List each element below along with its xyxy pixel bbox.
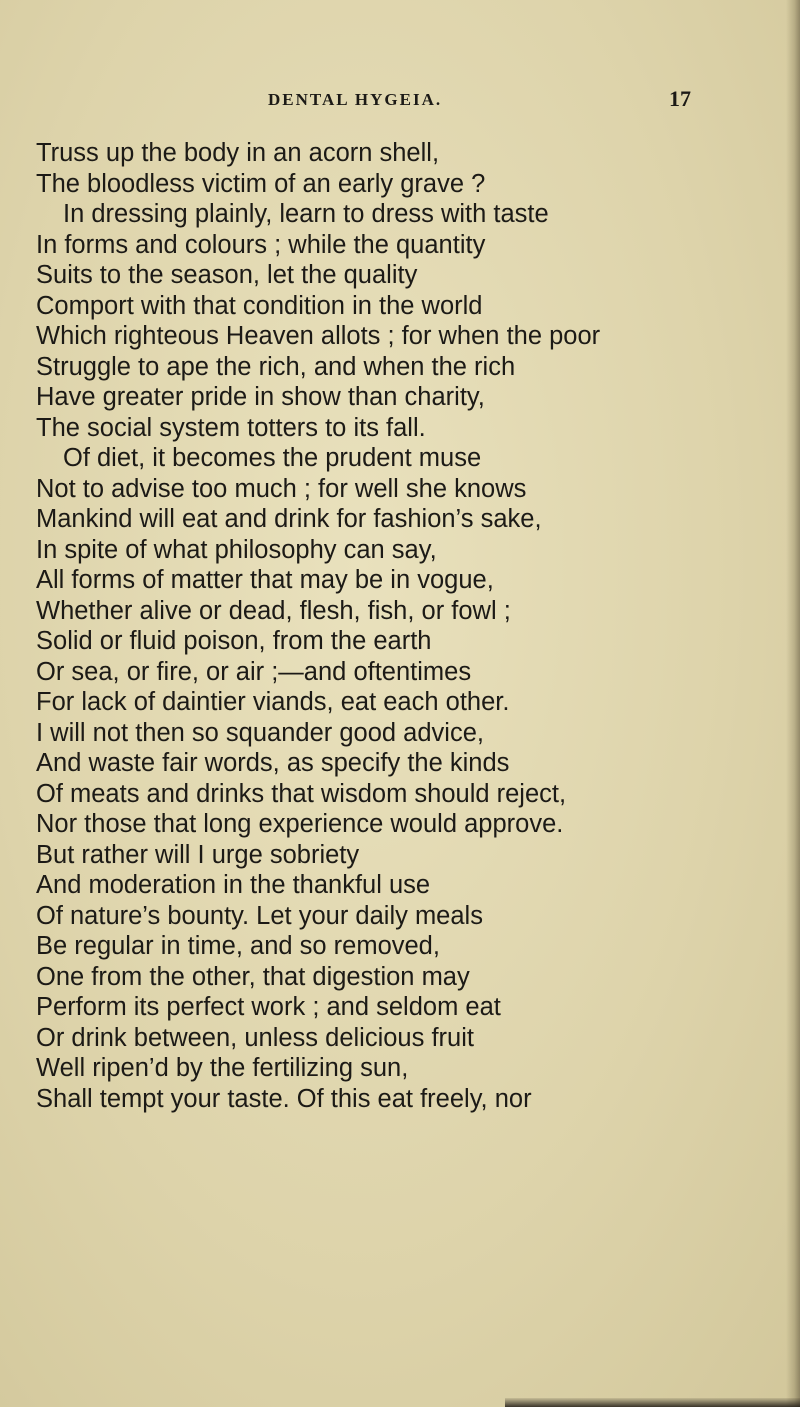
poem-line: Nor those that long experience would approve.	[36, 810, 564, 838]
page-edge-shadow	[786, 0, 800, 1407]
poem-line: For lack of daintier viands, eat each other.	[36, 688, 510, 716]
poem-line: Of diet, it becomes the prudent muse	[63, 444, 482, 472]
poem-line: Of nature’s bounty. Let your daily meals	[36, 901, 483, 930]
poem-line: I will not then so squander good advice,	[36, 718, 484, 747]
poem-line: In forms and colours ; while the quantity	[36, 230, 486, 259]
poem-line: The social system totters to its fall.	[36, 413, 426, 442]
poem-line: Which righteous Heaven allots ; for when the poor	[36, 322, 601, 350]
poem-line: In dressing plainly, learn to dress with taste	[63, 200, 549, 228]
poem-line: The bloodless victim of an early grave ?	[36, 169, 486, 198]
poem-line: Whether alive or dead, flesh, fish, or fowl ;	[36, 596, 511, 625]
poem-line: Or sea, or fire, or air ;—and oftentimes	[36, 657, 472, 686]
poem-text	[36, 138, 786, 1114]
poem-line: Not to advise too much ; for well she knows	[36, 474, 527, 503]
bottom-edge-shadow	[505, 1398, 800, 1407]
poem-line: Have greater pride in show than charity,	[36, 383, 485, 411]
poem-line: Well ripen’d by the fertilizing sun,	[36, 1054, 409, 1082]
poem-line: One from the other, that digestion may	[36, 962, 470, 991]
poem-line: All forms of matter that may be in vogue,	[36, 566, 494, 594]
poem-line: And waste fair words, as specify the kinds	[36, 749, 510, 777]
poem-line: Of meats and drinks that wisdom should reject,	[36, 779, 567, 808]
poem-line: Solid or fluid poison, from the earth	[36, 627, 432, 655]
page-number: 17	[669, 86, 691, 111]
poem-line: Struggle to ape the rich, and when the rich	[36, 352, 516, 381]
poem-line: And moderation in the thankful use	[36, 871, 431, 899]
poem-line: In spite of what philosophy can say,	[36, 535, 437, 564]
poem-line: Shall tempt your taste. Of this eat freely, nor	[36, 1084, 532, 1113]
poem-line: Perform its perfect work ; and seldom eat	[36, 993, 501, 1021]
running-head: DENTAL HYGEIA.	[268, 90, 443, 109]
poem-line: But rather will I urge sobriety	[36, 840, 360, 869]
poem-line: Be regular in time, and so removed,	[36, 932, 440, 960]
poem-line: Comport with that condition in the world	[36, 291, 483, 320]
poem-line: Or drink between, unless delicious fruit	[36, 1023, 474, 1052]
poem-line: Mankind will eat and drink for fashion’s sake,	[36, 505, 542, 533]
poem-line: Truss up the body in an acorn shell,	[36, 139, 440, 167]
poem-line: Suits to the season, let the quality	[36, 261, 418, 289]
